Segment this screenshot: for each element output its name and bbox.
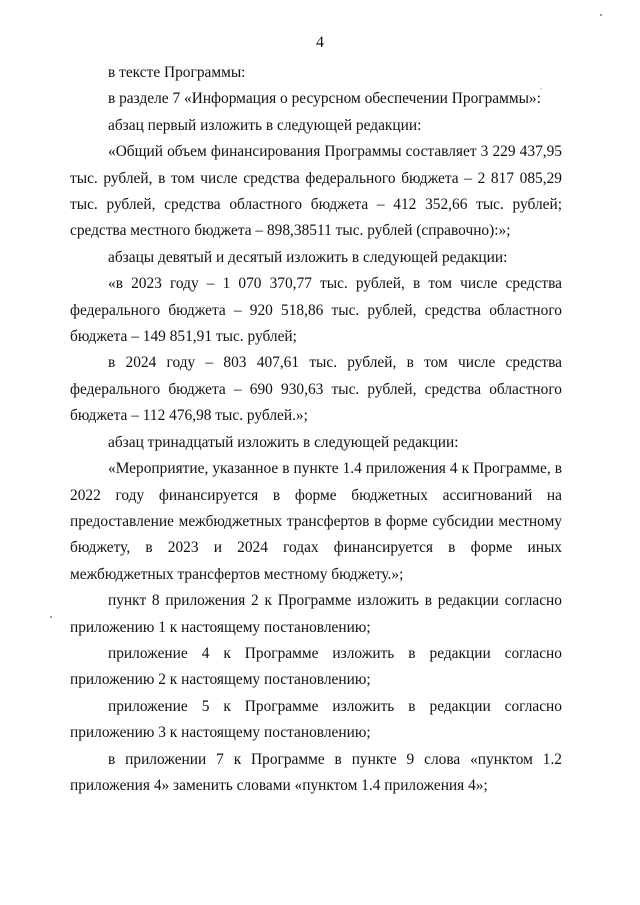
paragraph-3: абзац первый изложить в следующей редакции: [108, 116, 422, 134]
paragraph-7: в 2024 году – 803 407,61 тыс. рублей, в том числе средства федерального бюджета – 690 930,63 тыс. рублей, средства областного бюджета – 112 476,98 тыс. рублей.»; [70, 354, 562, 425]
document-body [70, 60, 562, 799]
scan-speck [600, 14, 602, 16]
paragraph-13: в приложении 7 к Программе в пункте 9 слова «пунктом 1.2 приложения 4» заменить словами «пунктом 1.4 приложения 4»; [70, 750, 562, 794]
scan-speck [50, 616, 52, 618]
scan-speck [540, 88, 542, 90]
paragraph-1: в тексте Программы: [108, 64, 246, 81]
page-number: 4 [316, 34, 324, 51]
paragraph-11: приложение 4 к Программе изложить в редакции согласно приложению 2 к настоящему постановлению; [70, 644, 562, 689]
paragraph-8: абзац тринадцатый изложить в следующей редакции: [108, 433, 459, 451]
paragraph-2: в разделе 7 «Информация о ресурсном обеспечении Программы»: [108, 90, 541, 108]
paragraph-10: пункт 8 приложения 2 к Программе изложить в редакции согласно приложению 1 к настоящему постановлению; [70, 592, 562, 636]
paragraph-12: приложение 5 к Программе изложить в редакции согласно приложению 3 к настоящему постановлению; [70, 697, 562, 742]
paragraph-5: абзацы девятый и десятый изложить в следующей редакции: [108, 248, 508, 266]
paragraph-4: «Общий объем финансирования Программы составляет 3 229 437,95 тыс. рублей, в том числе средства федерального бюджета – 2 817 085,29 тыс. рублей, средства областного бюджета – 412 352,66 тыс. рублей; средства местного бюджета – 898,38511 тыс. рублей (справочно):»; [70, 143, 562, 240]
paragraph-6: «в 2023 году – 1 070 370,77 тыс. рублей, в том числе средства федерального бюджета – 920 518,86 тыс. рублей, средства областного бюджета – 149 851,91 тыс. рублей; [70, 275, 562, 346]
paragraph-9: «Мероприятие, указанное в пункте 1.4 приложения 4 к Программе, в 2022 году финансируется в форме бюджетных ассигнований на предоставление межбюджетных трансфертов в форме субсидии местному бюджету, в 2023 и 2024 годах финансируется в форме иных межбюджетных трансфертов местному бюджету.»; [70, 460, 562, 583]
